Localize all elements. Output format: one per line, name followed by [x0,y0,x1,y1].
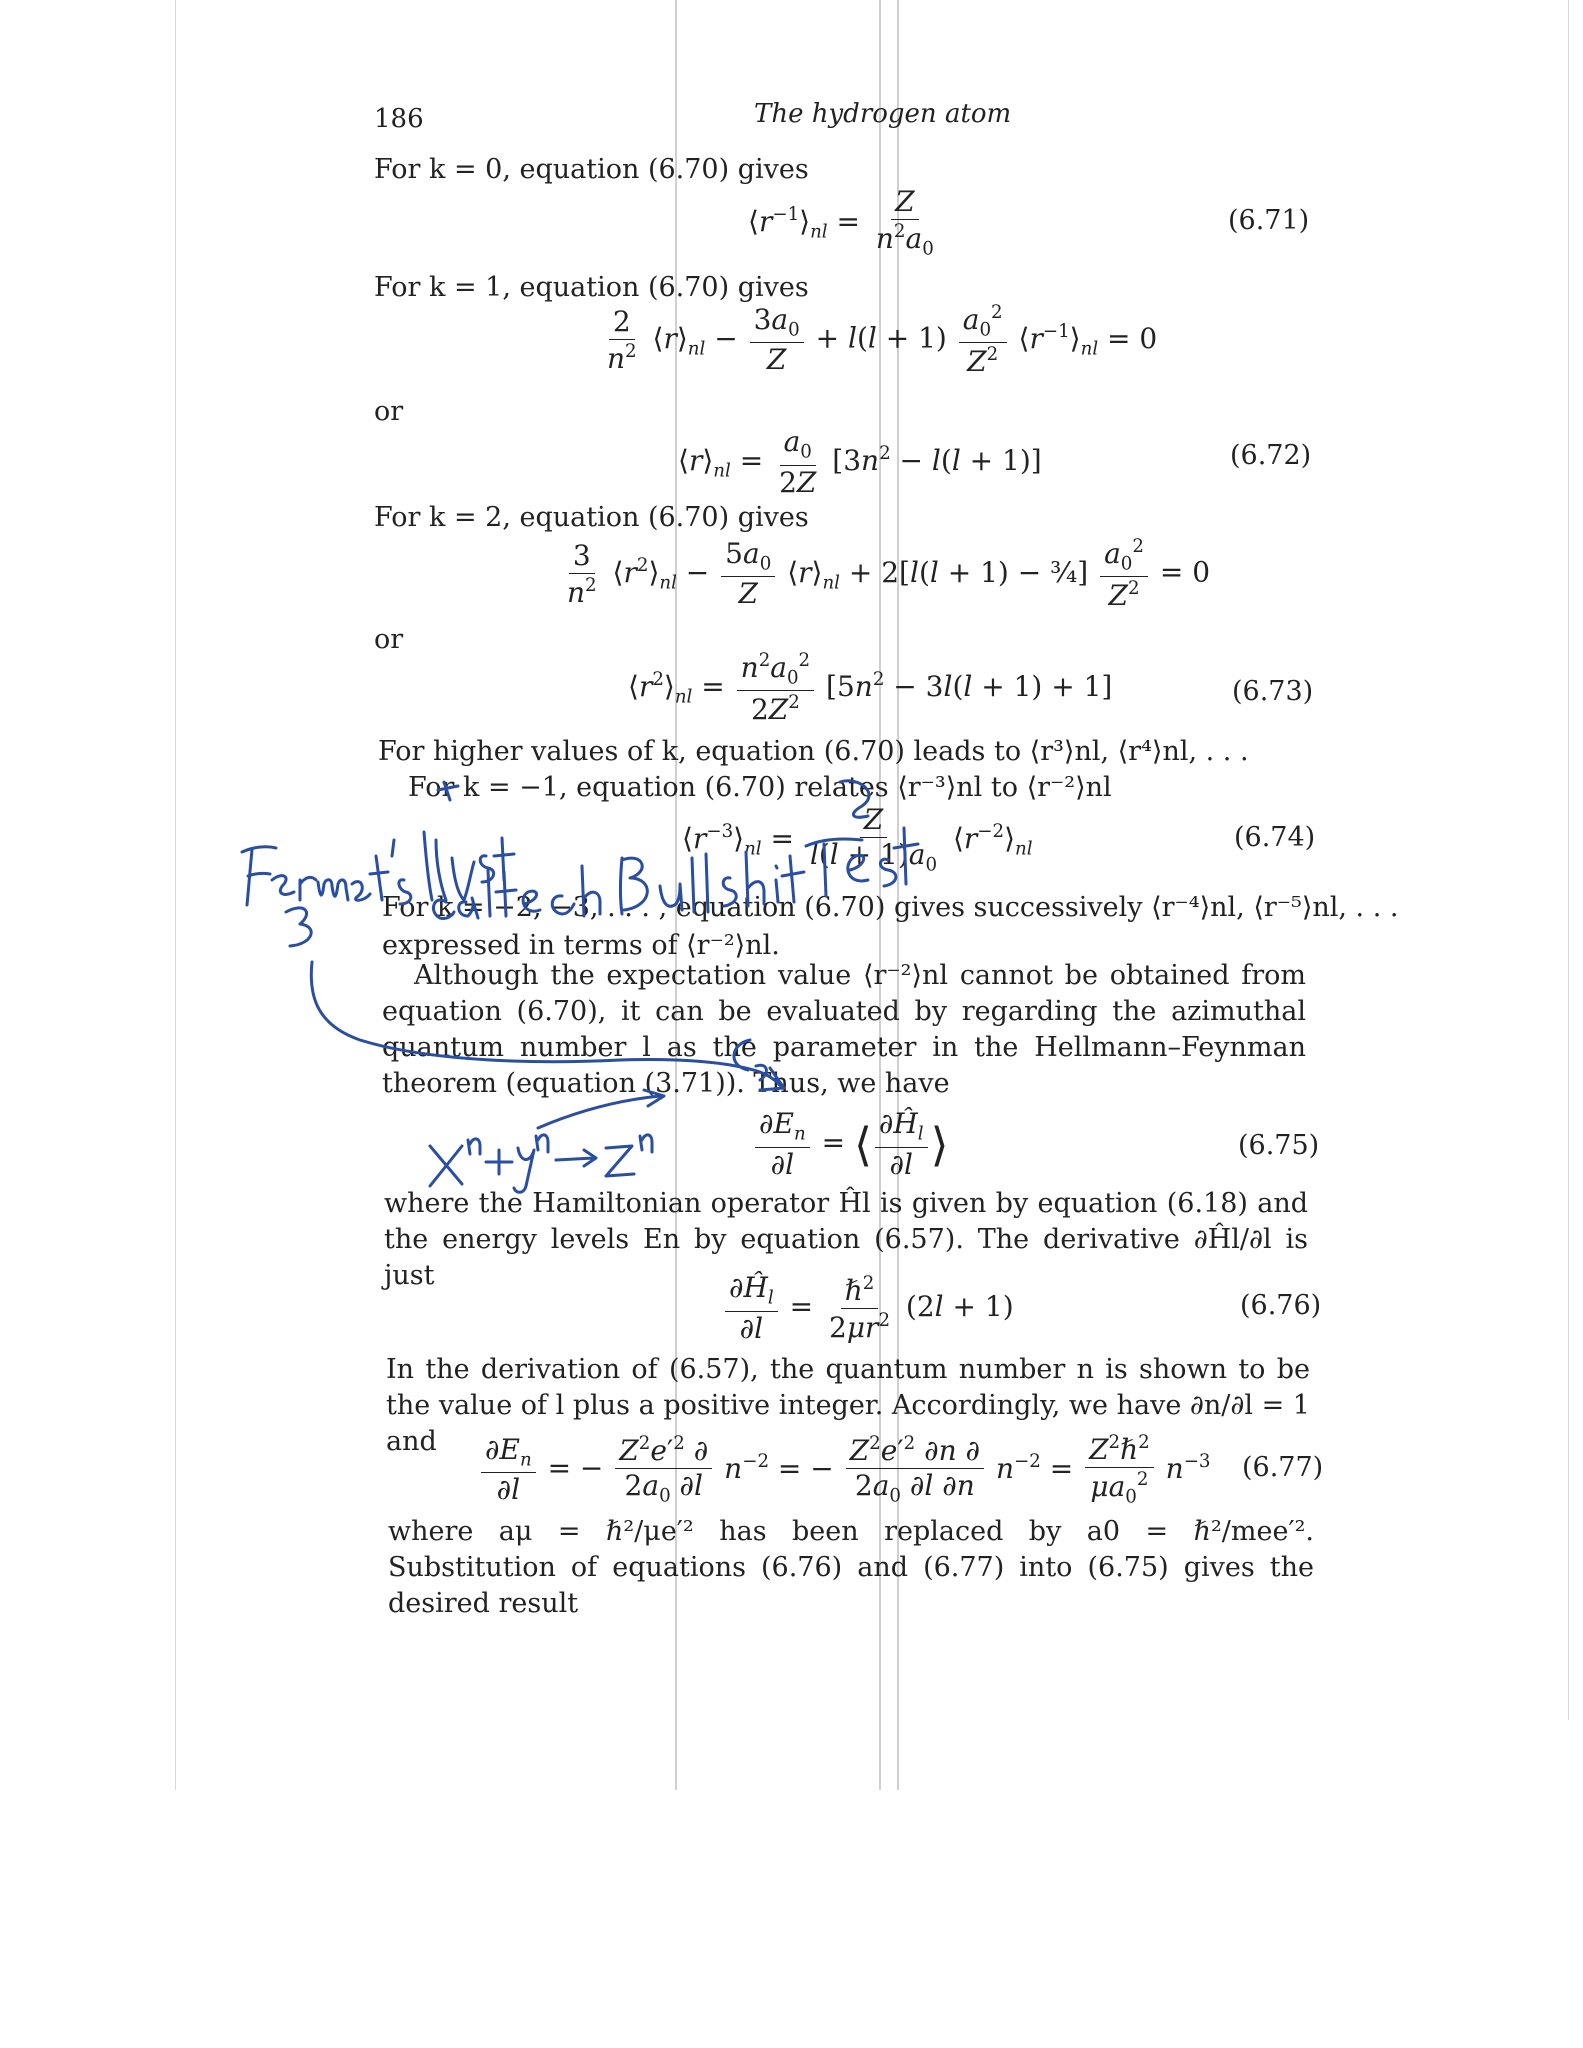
equation-k1: $\frac{2}{n^2}$ $⟨r⟩_{nl}$ − $\frac{3a_0}{Z}$ + l(l + 1) $\frac{a_0^2}{Z^2}$ $⟨r^{-1}⟩_{nl} = 0$ [607,302,1158,379]
paragraph-derivation: In the derivation of (6.57), the quantum number n is shown to be the value of l plus a positive integer. Accordingly, we have ∂n/∂l = 1 and [386,1354,1310,1457]
text-line-k1: For k = 1, equation (6.70) gives [374,272,809,303]
text-line-expressed: expressed in terms of ⟨r⁻²⟩nl. [382,930,780,961]
paragraph-where-hamiltonian: where the Hamiltonian operator Ĥl is given by equation (6.18) and the energy levels En by equation (6.57). The derivative ∂Ĥl/∂l is just [384,1188,1308,1291]
text-line-k2: For k = 2, equation (6.70) gives [374,502,809,533]
equation-6-76: $\frac{\partial Ĥ_l}{\partial l}$ = $\frac{\hbar^2}{2\mu r^2}$ (2l + 1) [722,1274,1014,1343]
equation-number: (6.73) [1232,676,1314,707]
page-number: 186 [374,104,424,134]
equation-number: (6.72) [1230,440,1312,471]
equation-number: (6.75) [1238,1130,1320,1161]
equation-k2: $\frac{3}{n^2}$ $⟨r^2⟩_{nl}$ − $\frac{5a_0}{Z}$ $⟨r⟩_{nl} + 2[l(l + 1)$ − ¾] $\frac{a_0^2}{Z^2}$ = 0 [567,536,1211,613]
equation-6-73: $⟨r^2⟩_{nl}$ = $\frac{n^2a_0^2}{2Z^2}$ $[5n^2 - 3l(l + 1) + 1]$ [628,650,1113,727]
equation-number: (6.71) [1228,205,1310,236]
equation-number: (6.76) [1240,1290,1322,1321]
equation-6-74: $⟨r^{-3}⟩_{nl}$ = $\frac{Z}{l(l + 1)a_0}$ $⟨r^{-2}⟩_{nl}$ [682,803,1033,876]
text-line-k-minus-2: For k = −2, −3, . . . , equation (6.70) gives successively ⟨r⁻⁴⟩nl, ⟨r⁻⁵⟩nl, . . . [382,892,1399,923]
equation-6-71: $⟨r^{-1}⟩_{nl}$ = $\frac{Z}{n^2a_0}$ [748,185,934,260]
paragraph-although: Although the expectation value ⟨r⁻²⟩nl cannot be obtained from equation (6.70), it can be evaluated by regarding the azimuthal quantum number l as the parameter in the Hellmann–Feynman theorem (equation (3.71)). Thus, we have [382,960,1306,1099]
equation-number: (6.74) [1234,822,1316,853]
equation-number: (6.77) [1242,1452,1324,1483]
equation-6-72: $⟨r⟩_{nl}$ = $\frac{a_0}{2Z}$ $[3n^2 - l(l + 1)]$ [678,425,1042,499]
equation-6-77: $\frac{\partial E_n}{\partial l}$ = − $\frac{Z^2e'^2 \partial}{2a_0 \partial l}$ $n^{-2}$ = − $\frac{Z^2e'^2 \partial n \partial}{2a_0 \partial l \partial n}$ $n^{-2}$ = $\frac{Z^2\hbar^2}{\mu a_0^2}$ $n^{-3}$ [478,1434,1211,1506]
text-or: or [374,396,404,427]
scan-line [175,0,176,1790]
running-title: The hydrogen atom [754,99,1012,129]
scan-line [1568,0,1569,1720]
text-line-k0: For k = 0, equation (6.70) gives [374,154,809,185]
text-line-k-minus-1: For k = −1, equation (6.70) relates ⟨r⁻³⟩nl to ⟨r⁻²⟩nl [408,772,1112,803]
paragraph-where-replaced: where aμ = ℏ²/μe′² has been replaced by a0 = ℏ²/mee′². Substitution of equations (6.76) and (6.77) into (6.75) gives the desired result [388,1516,1314,1619]
text-line-higher-k: For higher values of k, equation (6.70) leads to ⟨r³⟩nl, ⟨r⁴⟩nl, . . . [378,736,1249,767]
equation-6-75: $\frac{\partial E_n}{\partial l}$ = ⟨ $\frac{\partial Ĥ_l}{\partial l}$ ⟩ [752,1110,949,1179]
text-or: or [374,624,404,655]
